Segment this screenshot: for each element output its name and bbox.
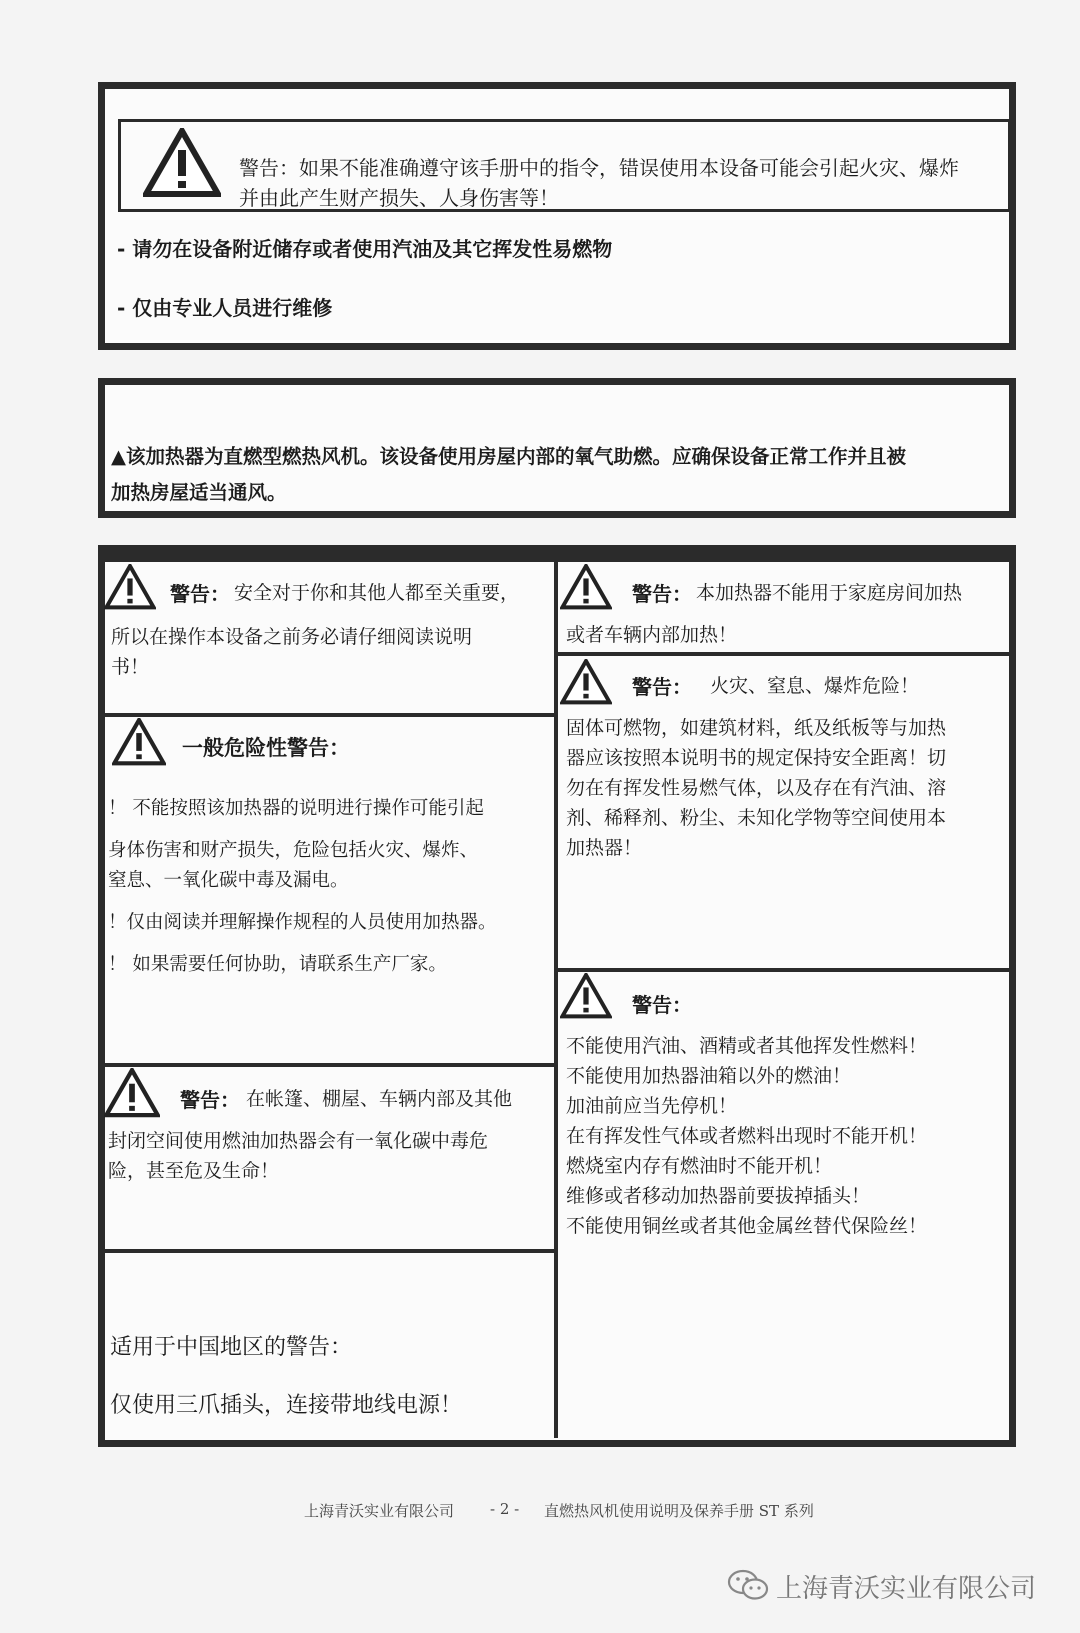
safety-warning-line3: 书！: [111, 656, 150, 678]
grid-right-divider-1: [556, 652, 1010, 656]
grid-left-divider-2: [104, 1063, 556, 1067]
general-warning-cell: [104, 718, 552, 1062]
fire-warning-line2: 器应该按照本说明书的规定保持安全距离！切: [566, 747, 947, 769]
general-warning-line4: ！仅由阅读并理解操作规程的人员使用加热器。: [108, 912, 497, 933]
top-warning-line2: 并由此产生财产损失、人身伤害等！: [239, 186, 559, 210]
footer-manual-title: 直燃热风机使用说明及保养手册 ST 系列: [544, 1502, 814, 1520]
grid-left-divider-1: [104, 713, 556, 717]
china-warning-cell: [104, 1254, 552, 1434]
enclosed-space-warning-cell: [104, 1068, 552, 1248]
fire-warning-line1: 固体可燃物，如建筑材料，纸及纸板等与加热: [566, 717, 947, 739]
fuel-warning-item: 不能使用汽油、酒精或者其他挥发性燃料！: [566, 1035, 928, 1057]
general-warning-line5: ！ 如果需要任何协助，请联系生产厂家。: [108, 954, 447, 975]
fuel-warning-title: 警告：: [632, 993, 692, 1017]
fire-warning-line4: 剂、稀释剂、粉尘、未知化学物等空间使用本: [566, 807, 947, 829]
notice-line2: 加热房屋适当通风。: [111, 481, 287, 504]
top-warning-inner-frame: [118, 119, 1011, 212]
grid-left-divider-3: [104, 1249, 556, 1253]
home-use-warning-cell: [560, 562, 1010, 650]
enclosed-warning-line2: 封闭空间使用燃油加热器会有一氧化碳中毒危: [108, 1130, 489, 1152]
top-warning-box: [98, 82, 1016, 350]
fire-warning-line3: 勿在有挥发性易燃气体，以及存在有汽油、溶: [566, 777, 947, 799]
fuel-warning-item: 加油前应当先停机！: [566, 1095, 738, 1117]
ventilation-notice-box: [98, 378, 1016, 518]
footer-page-number: - 2 -: [490, 1500, 520, 1518]
safety-warning-line1: 安全对于你和其他人都至关重要，: [234, 582, 520, 604]
general-warning-line3: 窒息、一氧化碳中毒及漏电。: [108, 870, 349, 891]
top-warning-line1: 警告：如果不能准确遵守该手册中的指令，错误使用本设备可能会引起火灾、爆炸: [239, 156, 959, 180]
fuel-warning-item: 燃烧室内存有燃油时不能开机！: [566, 1155, 833, 1177]
top-warning-item-storage: - 请勿在设备附近储存或者使用汽油及其它挥发性易燃物: [117, 237, 613, 261]
warning-triangle-icon: [560, 564, 612, 610]
fuel-warning-item: 不能使用加热器油箱以外的燃油！: [566, 1065, 852, 1087]
grid-right-divider-2: [556, 968, 1010, 972]
fire-warning-title: 警告：: [632, 675, 692, 699]
notice-line1: ▲该加热器为直燃型燃热风机。该设备使用房屋内部的氧气助燃。应确保设备正常工作并且被: [111, 445, 906, 468]
fire-warning-subtitle: 火灾、窒息、爆炸危险！: [710, 675, 920, 697]
general-warning-line2: 身体伤害和财产损失，危险包括火灾、爆炸、: [108, 840, 479, 861]
fuel-warning-cell: [560, 973, 1010, 1433]
footer-company: 上海青沃实业有限公司: [304, 1502, 455, 1520]
china-warning-line2: 仅使用三爪插头，连接带地线电源！: [110, 1393, 463, 1418]
warning-triangle-icon: [143, 128, 221, 198]
enclosed-warning-line3: 险，甚至危及生命！: [108, 1160, 280, 1182]
warning-triangle-icon: [560, 973, 612, 1019]
warning-triangle-icon: [104, 564, 156, 610]
top-warning-item-service: - 仅由专业人员进行维修: [117, 296, 333, 320]
home-warning-line1: 本加热器不能用于家庭房间加热: [696, 582, 963, 604]
safety-warning-line2: 所以在操作本设备之前务必请仔细阅读说明: [111, 626, 473, 648]
general-warning-line1: ！ 不能按照该加热器的说明进行操作可能引起: [108, 798, 484, 819]
fire-hazard-warning-cell: [560, 657, 1010, 965]
general-warning-title: 一般危险性警告：: [182, 736, 350, 760]
wechat-icon: [726, 1568, 770, 1606]
grid-center-divider: [554, 560, 558, 1438]
warning-triangle-icon: [104, 1068, 160, 1118]
fire-warning-line5: 加热器！: [566, 837, 643, 859]
enclosed-warning-title: 警告：: [180, 1088, 240, 1112]
fuel-warning-item: 不能使用铜丝或者其他金属丝替代保险丝！: [566, 1215, 928, 1237]
home-warning-line2: 或者车辆内部加热！: [566, 624, 738, 646]
warning-triangle-icon: [112, 718, 166, 766]
enclosed-warning-line1: 在帐篷、棚屋、车辆内部及其他: [246, 1088, 513, 1110]
china-warning-line1: 适用于中国地区的警告：: [110, 1335, 353, 1360]
watermark-text: 上海青沃实业有限公司: [776, 1574, 1037, 1604]
fuel-warning-item: 在有挥发性气体或者燃料出现时不能开机！: [566, 1125, 928, 1147]
fuel-warning-item: 维修或者移动加热器前要拔掉插头！: [566, 1185, 871, 1207]
home-warning-title: 警告：: [632, 582, 692, 606]
safety-warning-cell: [104, 562, 552, 712]
warning-triangle-icon: [560, 659, 612, 705]
safety-warning-title: 警告：: [170, 582, 230, 606]
